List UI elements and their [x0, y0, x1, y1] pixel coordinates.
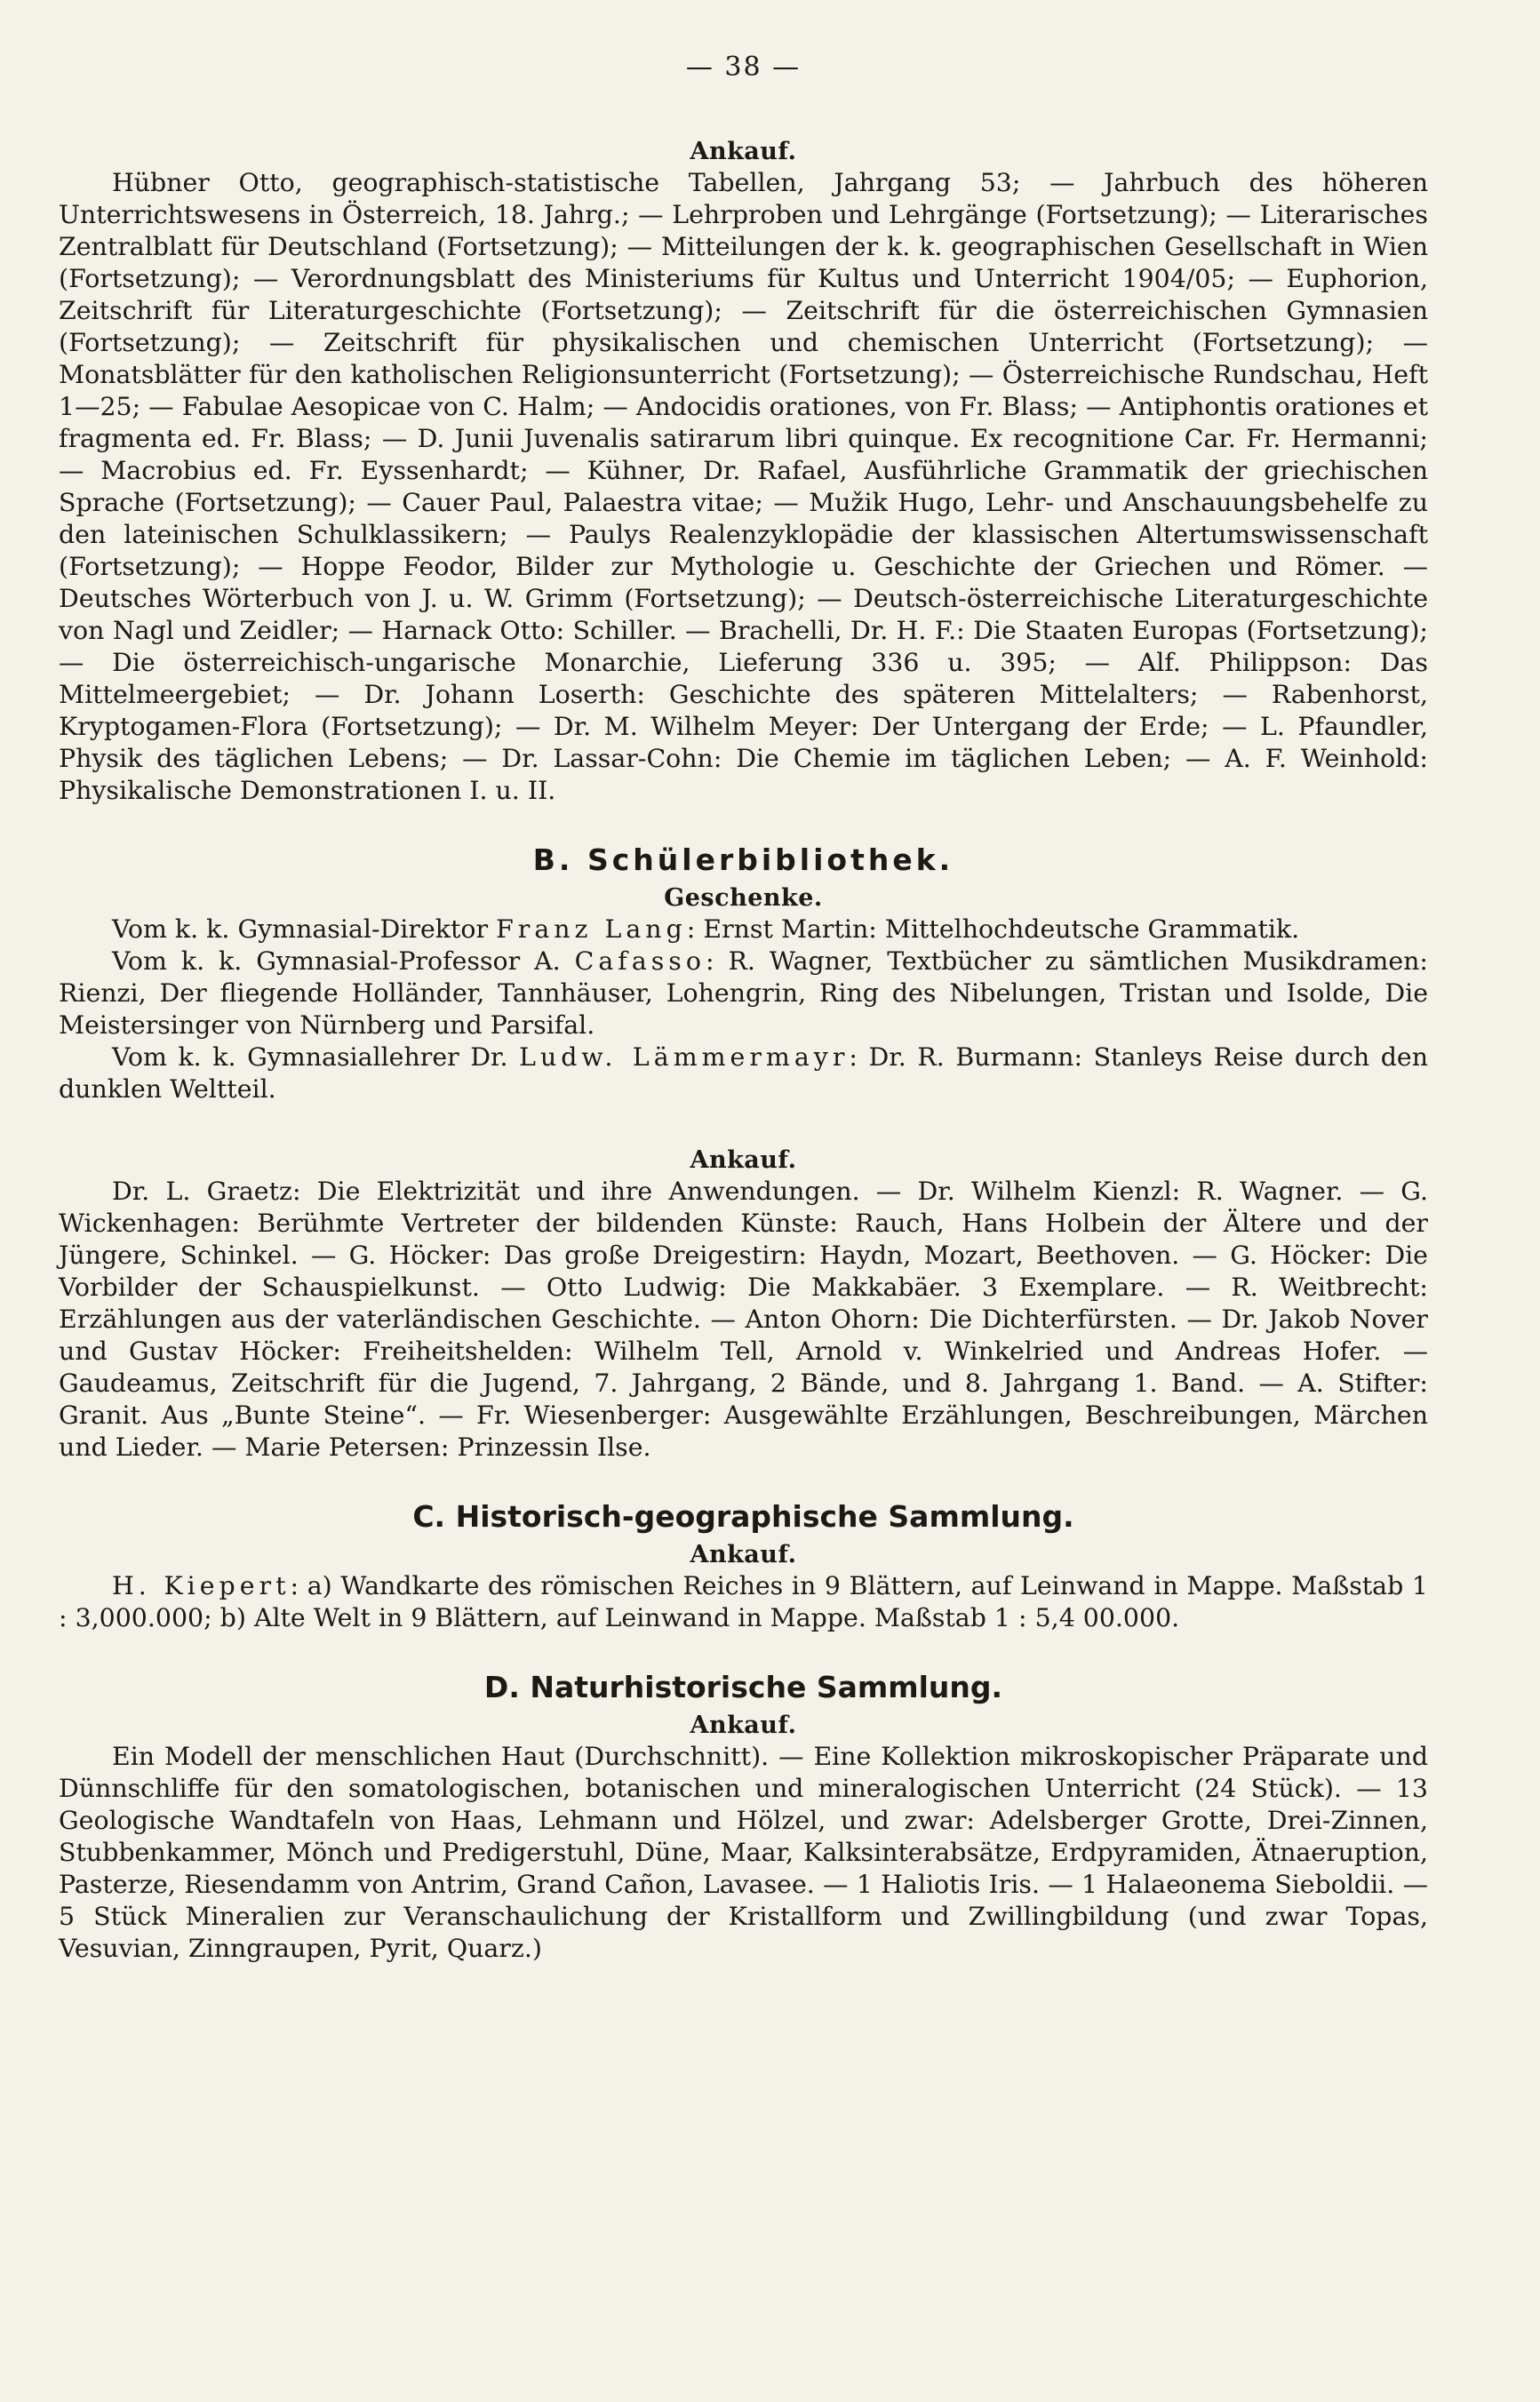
- gift-entry: [59, 914, 1428, 946]
- section-a-purchase-text: Hübner Otto, geographisch-statistische Tabellen, Jahrgang 53; — Jahrbuch des höheren Unterrichtswesens in Österreich, 18. Jahrg.; — Lehrproben und Lehrgänge (Fortsetzung); — Literarisches Zentralblatt für Deutschland (Fortsetzung); — Mitteilungen der k. k. geographischen Gesellschaft in Wien (Fortsetzung); — Verordnungsblatt des Ministeriums für Kultus und Unterricht 1904/05; — Euphorion, Zeitschrift für Literaturgeschichte (Fortsetzung); — Zeitschrift für die österreichischen Gymnasien (Fortsetzung); — Zeitschrift für physikalischen und chemischen Unterricht (Fortsetzung); — Monatsblätter für den katholischen Religionsunterricht (Fortsetzung); — Österreichische Rundschau, Heft 1—25; — Fabulae Aesopicae von C. Halm; — Andocidis orationes, von Fr. Blass; — Antiphontis orationes et fragmenta ed. Fr. Blass; — D. Junii Juvenalis satirarum libri quinque. Ex recognitione Car. Fr. Hermanni; — Macrobius ed. Fr. Eyssenhardt; — Kühner, Dr. Rafael, Ausführliche Grammatik der griechischen Sprache (Fortsetzung); — Cauer Paul, Palaestra vitae; — Mužik Hugo, Lehr- und Anschauungsbehelfe zu den lateinischen Schulklassikern; — Paulys Realenzyklopädie der klassischen Altertumswissenschaft (Fortsetzung); — Hoppe Feodor, Bilder zur Mythologie u. Geschichte der Griechen und Römer. — Deutsches Wörterbuch von J. u. W. Grimm (Fortsetzung); — Deutsch-österreichische Literaturgeschichte von Nagl und Zeidler; — Harnack Otto: Schiller. — Brachelli, Dr. H. F.: Die Staaten Europas (Fortsetzung); — Die österreichisch-ungarische Monarchie, Lieferung 336 u. 395; — Alf. Philippson: Das Mittelmeergebiet; — Dr. Johann Loserth: Geschichte des späteren Mittelalters; — Rabenhorst, Kryptogamen-Flora (Fortsetzung); — Dr. M. Wilhelm Meyer: Der Untergang der Erde; — L. Pfaundler, Physik des täglichen Lebens; — Dr. Lassar-Cohn: Die Chemie im täglichen Leben; — A. F. Weinhold: Physikalische Demonstrationen I. u. II.: [59, 168, 1428, 805]
- section-d-purchase-heading: Ankauf.: [690, 1712, 797, 1739]
- section-b-title: B. Schülerbibliothek.: [532, 842, 954, 877]
- section-c-title: C. Historisch-geographische Sammlung.: [412, 1499, 1074, 1534]
- gift-rest: : Ernst Martin: Mittelhochdeutsche Grammatik.: [686, 914, 1300, 944]
- section-c-purchase-text: [59, 1570, 1428, 1634]
- section-c-purchase-heading: Ankauf.: [690, 1541, 797, 1568]
- section-b-purchase-heading: Ankauf.: [690, 1146, 797, 1174]
- map-author: H. Kiepert: [112, 1571, 291, 1600]
- donor-name: Ludw. Lämmermayr: [519, 1042, 850, 1072]
- gift-rest: : Dr. R. Burmann: Stanleys Reise durch den dunklen Weltteil.: [59, 1042, 1428, 1104]
- gift-entry: [59, 946, 1428, 1041]
- gift-rest: : R. Wagner, Textbücher zu sämtlichen Musikdramen: Rienzi, Der fliegende Holländer, Tannhäuser, Lohengrin, Ring des Nibelungen, Tristan und Isolde, Die Meistersinger von Nürnberg und Parsifal.: [59, 946, 1428, 1040]
- gift-entry: [59, 1041, 1428, 1105]
- section-b-gifts-heading: Geschenke.: [664, 884, 823, 912]
- gift-prefix: Vom k. k. Gymnasial-Professor A.: [112, 946, 575, 976]
- donor-name: Cafasso: [574, 946, 706, 976]
- donor-name: Franz Lang: [496, 914, 687, 944]
- section-a-purchase-heading: Ankauf.: [690, 138, 797, 165]
- section-b-purchase-text: Dr. L. Graetz: Die Elektrizität und ihre Anwendungen. — Dr. Wilhelm Kienzl: R. Wagner. — G. Wickenhagen: Berühmte Vertreter der bildenden Künste: Rauch, Hans Holbein der Ältere und der Jüngere, Schinkel. — G. Höcker: Das große Dreigestirn: Haydn, Mozart, Beethoven. — G. Höcker: Die Vorbilder der Schauspielkunst. — Otto Ludwig: Die Makkabäer. 3 Exemplare. — R. Weitbrecht: Erzählungen aus der vaterländischen Geschichte. — Anton Ohorn: Die Dichterfürsten. — Dr. Jakob Nover und Gustav Höcker: Freiheitshelden: Wilhelm Tell, Arnold v. Winkelried und Andreas Hofer. — Gaudeamus, Zeitschrift für die Jugend, 7. Jahrgang, 2 Bände, und 8. Jahrgang 1. Band. — A. Stifter: Granit. Aus „Bunte Steine“. — Fr. Wiesenberger: Ausgewählte Erzählungen, Beschreibungen, Märchen und Lieder. — Marie Petersen: Prinzessin Ilse.: [59, 1177, 1428, 1462]
- section-d-title: D. Naturhistorische Sammlung.: [483, 1670, 1003, 1704]
- gift-prefix: Vom k. k. Gymnasial-Direktor: [112, 914, 497, 944]
- section-d-purchase-text: Ein Modell der menschlichen Haut (Durchschnitt). — Eine Kollektion mikroskopischer Präparate und Dünnschliffe für den somatologischen, botanischen und mineralogischen Unterricht (24 Stück). — 13 Geologische Wandtafeln von Haas, Lehmann und Hölzel, und zwar: Adelsberger Grotte, Drei-Zinnen, Stubbenkammer, Mönch und Predigerstuhl, Düne, Maar, Kalksinterabsätze, Erdpyramiden, Ätnaeruption, Pasterze, Riesendamm von Antrim, Grand Cañon, Lavasee. — 1 Haliotis Iris. — 1 Halaeonema Sieboldii. — 5 Stück Mineralien zur Veranschaulichung der Kristallform und Zwillingbildung (und zwar Topas, Vesuvian, Zinngraupen, Pyrit, Quarz.): [59, 1742, 1428, 1963]
- gift-prefix: Vom k. k. Gymnasiallehrer Dr.: [112, 1042, 520, 1072]
- map-description: : a) Wandkarte des römischen Reiches in 9 Blättern, auf Leinwand in Mappe. Maßstab 1 : 3,000.000; b) Alte Welt in 9 Blättern, auf Leinwand in Mappe. Maßstab 1 : 5,4 00.000.: [59, 1571, 1428, 1632]
- page-number: — 38 —: [685, 52, 802, 83]
